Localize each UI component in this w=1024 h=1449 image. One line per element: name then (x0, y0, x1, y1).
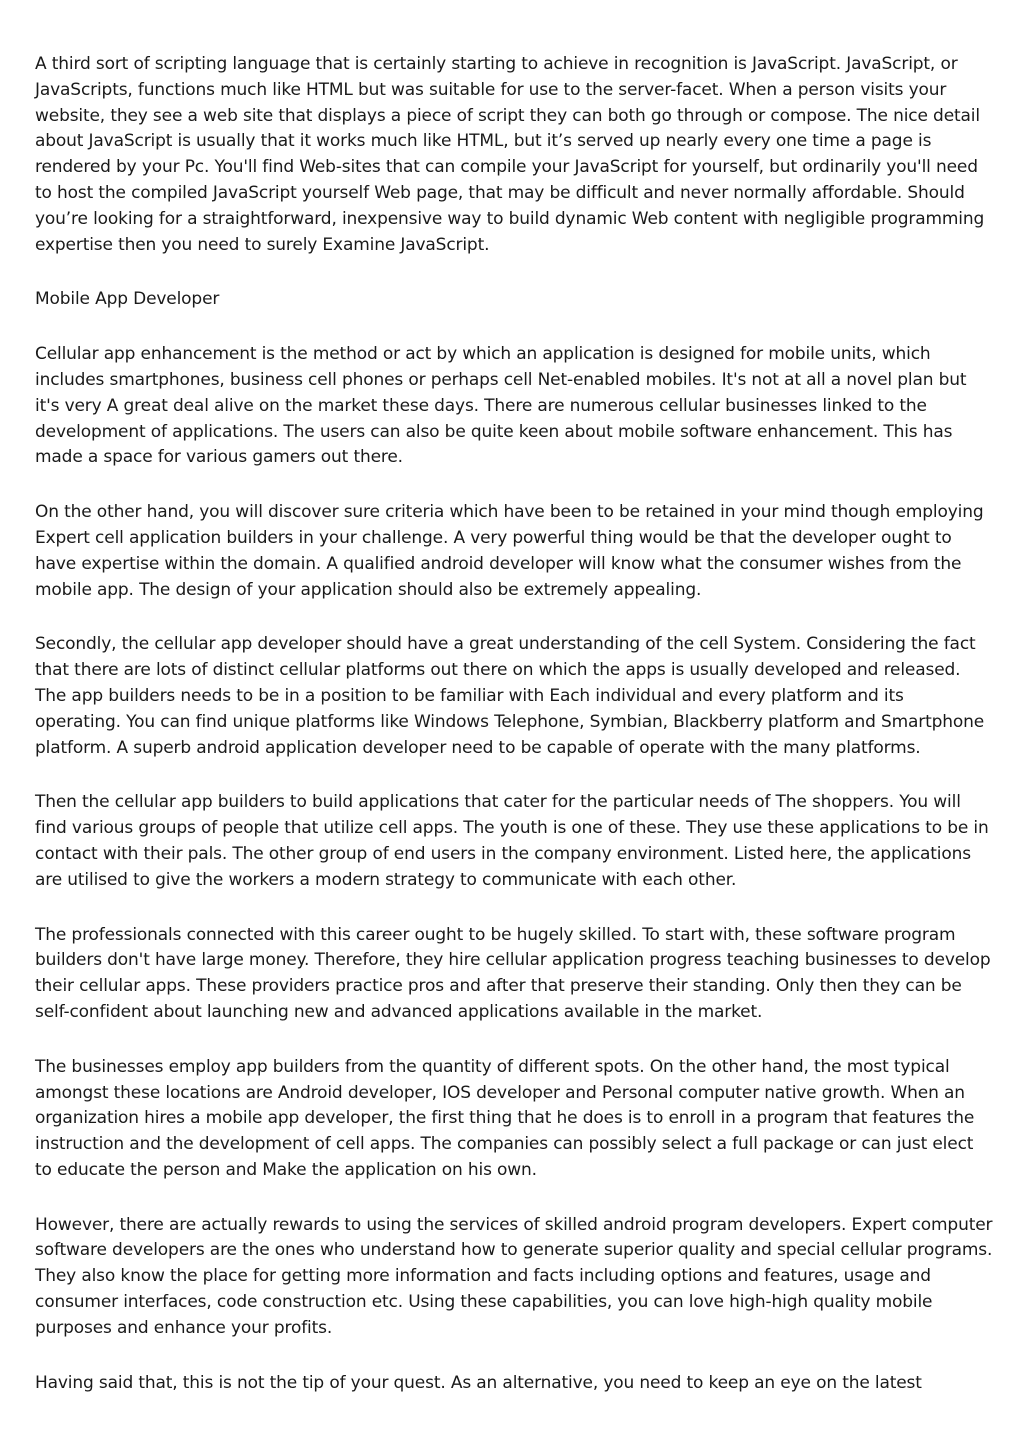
paragraph-quest: Having said that, this is not the tip of your quest. As an alternative, you need to keep an eye on the latest (35, 1372, 922, 1393)
paragraph-rewards: However, there are actually rewards to using the services of skilled android program developers. Expert computer software developers are the ones who understand how to generate superior quality and special cellular programs. They also know the place for getting more information and facts including options and features, usage and consumer interfaces, code construction etc. Using these capabilities, you can love high-high quality mobile purposes and enhance your profits. (35, 1214, 993, 1338)
paragraph-shoppers-needs: Then the cellular app builders to build applications that cater for the particular needs of The shoppers. You will find various groups of people that utilize cell apps. The youth is one of these. They use these applications to be in contact with their pals. The other group of end users in the company environment. Listed here, the applications are utilised to give the workers a modern strategy to communicate with each other. (35, 792, 989, 890)
document-page (35, 52, 993, 1425)
paragraph-criteria: On the other hand, you will discover sure criteria which have been to be retained in your mind though employing Expert cell application builders in your challenge. A very powerful thing would be that the developer ought to have expertise within the domain. A qualified android developer will know what the consumer wishes from the mobile app. The design of your application should also be extremely appealing. (35, 502, 984, 600)
paragraph-cell-system: Secondly, the cellular app developer should have a great understanding of the cell System. Considering the fact that there are lots of distinct cellular platforms out there on which the apps is usually developed and released. The app builders needs to be in a position to be familiar with Each individual and every platform and its operating. You can find unique platforms like Windows Telephone, Symbian, Blackberry platform and Smartphone platform. A superb android application developer need to be capable of operate with the many platforms. (35, 634, 985, 758)
paragraph-businesses-employ: The businesses employ app builders from the quantity of different spots. On the other hand, the most typical amongst these locations are Android developer, IOS developer and Personal computer native growth. When an organization hires a mobile app developer, the first thing that he does is to enroll in a program that features the instruction and the development of cell apps. The companies can possibly select a full package or can just elect to educate the person and Make the application on his own. (35, 1056, 975, 1180)
paragraph-cellular-app-enhancement: Cellular app enhancement is the method or act by which an application is designed for mobile units, which includes smartphones, business cell phones or perhaps cell Net-enabled mobiles. It's not at all a novel plan but it's very A great deal alive on the market these days. There are numerous cellular businesses linked to the development of applications. The users can also be quite keen about mobile software enhancement. This has made a space for various gamers out there. (35, 344, 967, 468)
section-heading: Mobile App Developer (35, 289, 220, 310)
paragraph-professionals: The professionals connected with this career ought to be hugely skilled. To start with, these software program builders don't have large money. Therefore, they hire cellular application progress teaching businesses to develop their cellular apps. These providers practice pros and after that preserve their standing. Only then they can be self-confident about launching new and advanced applications available in the market. (35, 924, 991, 1022)
paragraph-javascript: A third sort of scripting language that is certainly starting to achieve in recognition is JavaScript. JavaScript, or JavaScripts, functions much like HTML but was suitable for use to the server-facet. When a person visits your website, they see a web site that displays a piece of script they can both go through or compose. The nice detail about JavaScript is usually that it works much like HTML, but it’s served up nearly every one time a page is rendered by your Pc. You'll find Web-sites that can compile your JavaScript for yourself, but ordinarily you'll need to host the compiled JavaScript yourself Web page, that may be difficult and never normally affordable. Should you’re looking for a straightforward, inexpensive way to build dynamic Web content with negligible programming expertise then you need to surely Examine JavaScript. (35, 54, 985, 255)
